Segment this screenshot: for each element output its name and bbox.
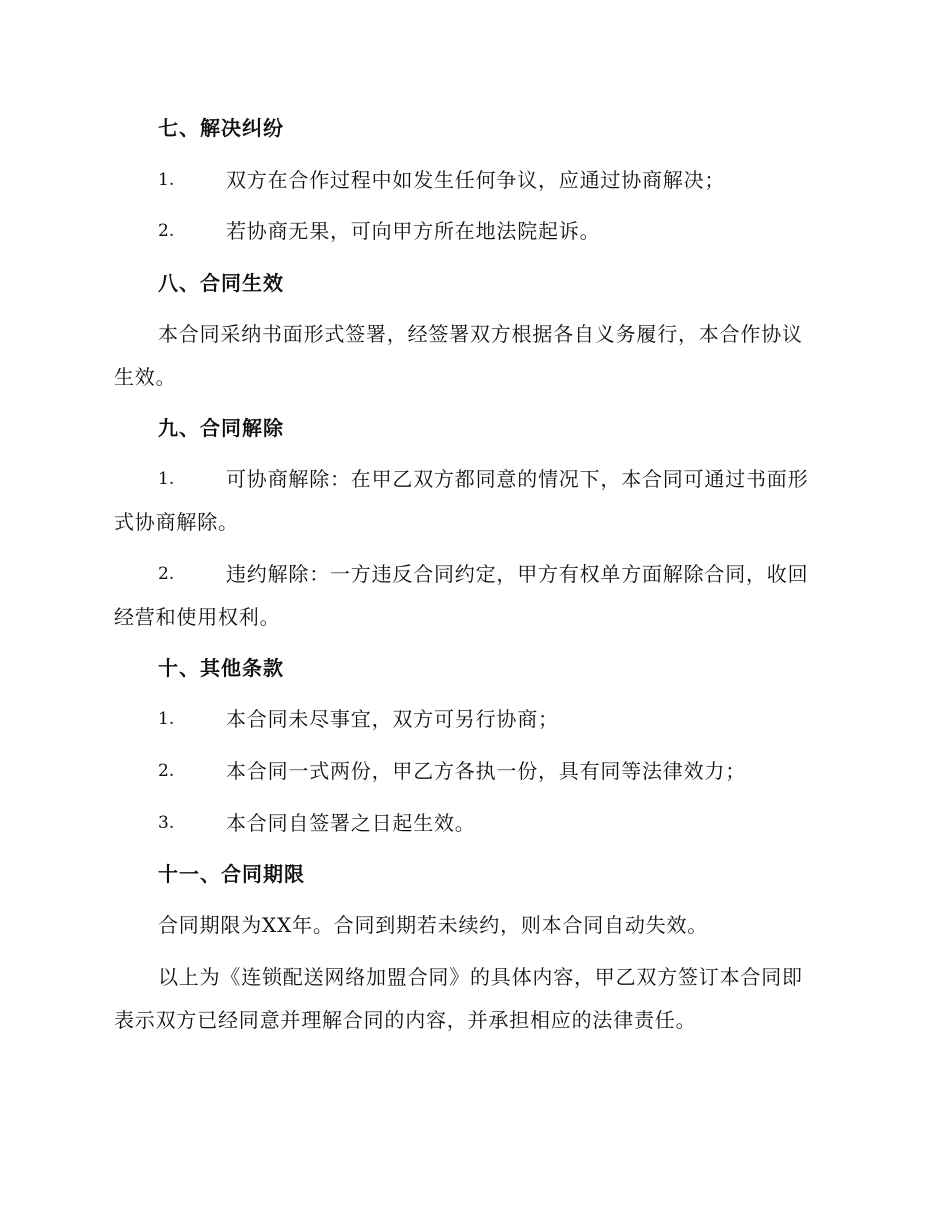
section-heading-7: 七、解决纠纷 bbox=[158, 116, 284, 140]
list-number: 1. bbox=[158, 709, 175, 729]
list-item: 违约解除：一方违反合同约定，甲方有权单方面解除合同，收回 bbox=[226, 562, 809, 586]
list-item: 本合同自签署之日起生效。 bbox=[226, 811, 476, 835]
paragraph-line: 合同期限为XX年。合同到期若未续约，则本合同自动失效。 bbox=[158, 913, 709, 937]
paragraph-line: 生效。 bbox=[114, 365, 177, 389]
list-item: 本合同未尽事宜，双方可另行协商； bbox=[226, 707, 559, 731]
list-number: 2. bbox=[158, 221, 175, 241]
list-number: 3. bbox=[158, 813, 175, 833]
list-item: 若协商无果，可向甲方所在地法院起诉。 bbox=[226, 219, 601, 243]
list-item: 本合同一式两份，甲乙方各执一份，具有同等法律效力； bbox=[226, 759, 746, 783]
section-heading-11: 十一、合同期限 bbox=[158, 862, 305, 886]
section-heading-9: 九、合同解除 bbox=[158, 416, 284, 440]
list-item-continuation: 经营和使用权利。 bbox=[114, 605, 281, 629]
list-item: 双方在合作过程中如发生任何争议，应通过协商解决； bbox=[226, 168, 726, 192]
list-number: 2. bbox=[158, 761, 175, 781]
list-number: 2. bbox=[158, 564, 175, 584]
closing-paragraph-line: 以上为《连锁配送网络加盟合同》的具体内容，甲乙双方签订本合同即 bbox=[158, 965, 803, 989]
list-number: 1. bbox=[158, 170, 175, 190]
closing-paragraph-line: 表示双方已经同意并理解合同的内容，并承担相应的法律责任。 bbox=[114, 1008, 697, 1032]
paragraph-line: 本合同采纳书面形式签署，经签署双方根据各自义务履行，本合作协议 bbox=[158, 322, 803, 346]
list-item-continuation: 式协商解除。 bbox=[114, 510, 239, 534]
list-number: 1. bbox=[158, 469, 175, 489]
list-item: 可协商解除：在甲乙双方都同意的情况下，本合同可通过书面形 bbox=[226, 467, 809, 491]
section-heading-10: 十、其他条款 bbox=[158, 656, 284, 680]
section-heading-8: 八、合同生效 bbox=[158, 271, 284, 295]
